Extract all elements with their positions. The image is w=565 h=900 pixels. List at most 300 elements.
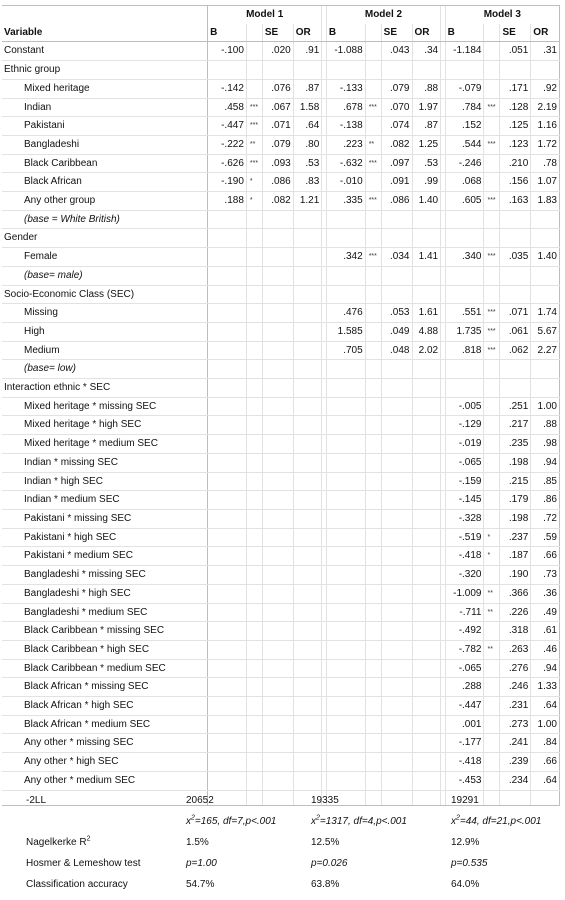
b-cell-m3: -1.009 xyxy=(445,584,484,603)
nagelkerke-label: Nagelkerke $R^2$ xyxy=(26,835,91,848)
se-cell-m3: .062 xyxy=(500,341,531,360)
sig-cell-m2 xyxy=(365,285,381,304)
sig-cell-m1 xyxy=(246,304,262,323)
b-cell-m2 xyxy=(326,659,365,678)
or-cell-m2 xyxy=(412,210,441,229)
se-cell-m1 xyxy=(262,416,293,435)
se-cell-m1 xyxy=(262,453,293,472)
b-cell-m3: -.320 xyxy=(445,566,484,585)
or-cell-m2 xyxy=(412,416,441,435)
b-cell-m1 xyxy=(208,210,247,229)
se-cell-m1 xyxy=(262,472,293,491)
or-cell-m2: 1.25 xyxy=(412,135,441,154)
b-cell-m2 xyxy=(326,472,365,491)
b-cell-m1 xyxy=(208,379,247,398)
b-cell-m3: -.145 xyxy=(445,491,484,510)
or-cell-m3: 1.00 xyxy=(531,397,560,416)
sig-cell-m2 xyxy=(365,61,381,80)
or-cell-m1 xyxy=(293,248,322,267)
row-label: Indian * missing SEC xyxy=(2,453,208,472)
or-cell-m3 xyxy=(531,61,560,80)
or-cell-m3: 1.83 xyxy=(531,192,560,211)
se-cell-m2: .043 xyxy=(381,42,412,61)
b-cell-m3: -.519 xyxy=(445,528,484,547)
sig-cell-m1 xyxy=(246,622,262,641)
b-cell-m3: -.019 xyxy=(445,435,484,454)
or-cell-m1 xyxy=(293,509,322,528)
se-cell-m2 xyxy=(381,453,412,472)
or-cell-m2 xyxy=(412,360,441,379)
sig-cell-m2 xyxy=(365,547,381,566)
b-cell-m2: .678 xyxy=(326,98,365,117)
b-cell-m1: .458 xyxy=(208,98,247,117)
or-cell-m3: .86 xyxy=(531,491,560,510)
se-cell-m3: .125 xyxy=(500,117,531,136)
row-label: Any other * missing SEC xyxy=(2,734,208,753)
se-cell-m2 xyxy=(381,678,412,697)
ll-row xyxy=(24,790,560,811)
se-header-m1: SE xyxy=(262,24,293,42)
section-label: Interaction ethnic * SEC xyxy=(2,379,208,398)
or-cell-m3: .85 xyxy=(531,472,560,491)
se-cell-m3: .071 xyxy=(500,304,531,323)
model-header-row xyxy=(2,6,560,24)
classification-value: 64.0% xyxy=(451,879,480,890)
b-header-m3: B xyxy=(445,24,484,42)
or-cell-m1: 1.21 xyxy=(293,192,322,211)
or-cell-m3 xyxy=(531,229,560,248)
or-cell-m3: .64 xyxy=(531,697,560,716)
sig-cell-m2 xyxy=(365,229,381,248)
sig-cell-m1 xyxy=(246,266,262,285)
b-cell-m2 xyxy=(326,266,365,285)
b-cell-m1 xyxy=(208,435,247,454)
se-cell-m2 xyxy=(381,622,412,641)
b-cell-m2 xyxy=(326,491,365,510)
or-cell-m1 xyxy=(293,566,322,585)
sig-cell-m3 xyxy=(484,416,500,435)
hosmer-lemeshow-value: p=0.535 xyxy=(451,858,488,869)
table-row xyxy=(2,117,560,136)
se-cell-m2 xyxy=(381,416,412,435)
table-row xyxy=(2,697,560,716)
sig-cell-m3 xyxy=(484,566,500,585)
b-cell-m3 xyxy=(445,229,484,248)
sig-cell-m2 xyxy=(365,453,381,472)
or-cell-m2 xyxy=(412,734,441,753)
sig-cell-m1 xyxy=(246,715,262,734)
table-row xyxy=(2,98,560,117)
b-cell-m3 xyxy=(445,379,484,398)
nagelkerke-row xyxy=(24,832,560,853)
or-cell-m1 xyxy=(293,379,322,398)
or-cell-m1 xyxy=(293,491,322,510)
model-3-header: Model 3 xyxy=(445,6,559,24)
or-cell-m3 xyxy=(531,379,560,398)
chi-stat: $x^2=1317$, df=4,p<.001 xyxy=(311,814,407,827)
sig-cell-m3: *** xyxy=(484,341,500,360)
or-cell-m3 xyxy=(531,266,560,285)
se-cell-m3: .190 xyxy=(500,566,531,585)
se-cell-m1 xyxy=(262,659,293,678)
b-cell-m1 xyxy=(208,603,247,622)
b-cell-m3 xyxy=(445,61,484,80)
or-header-m3: OR xyxy=(531,24,560,42)
b-cell-m3: .068 xyxy=(445,173,484,192)
se-cell-m2 xyxy=(381,640,412,659)
se-cell-m3 xyxy=(500,210,531,229)
or-cell-m3: 1.74 xyxy=(531,304,560,323)
b-cell-m3: .340 xyxy=(445,248,484,267)
or-cell-m1 xyxy=(293,210,322,229)
se-cell-m2 xyxy=(381,697,412,716)
or-cell-m2 xyxy=(412,771,441,790)
sig-cell-m2: *** xyxy=(365,248,381,267)
sig-cell-m3 xyxy=(484,266,500,285)
sig-cell-m1 xyxy=(246,42,262,61)
sig-cell-m1 xyxy=(246,397,262,416)
se-cell-m1 xyxy=(262,266,293,285)
sig-cell-m1 xyxy=(246,229,262,248)
sig-cell-m3 xyxy=(484,360,500,379)
b-cell-m3: -.177 xyxy=(445,734,484,753)
se-cell-m1 xyxy=(262,640,293,659)
or-cell-m3: .59 xyxy=(531,528,560,547)
or-cell-m2 xyxy=(412,229,441,248)
row-label: Mixed heritage * high SEC xyxy=(2,416,208,435)
or-cell-m2: .99 xyxy=(412,173,441,192)
b-cell-m2 xyxy=(326,360,365,379)
b-cell-m3: -.328 xyxy=(445,509,484,528)
b-cell-m3: -.418 xyxy=(445,547,484,566)
b-cell-m2 xyxy=(326,622,365,641)
se-header-m3: SE xyxy=(500,24,531,42)
se-cell-m3: .187 xyxy=(500,547,531,566)
b-cell-m1 xyxy=(208,753,247,772)
or-cell-m3: .31 xyxy=(531,42,560,61)
se-cell-m1 xyxy=(262,566,293,585)
b-cell-m1 xyxy=(208,697,247,716)
or-cell-m2 xyxy=(412,285,441,304)
se-cell-m3: .226 xyxy=(500,603,531,622)
se-cell-m3 xyxy=(500,61,531,80)
b-cell-m2: -.133 xyxy=(326,79,365,98)
sig-cell-m3 xyxy=(484,173,500,192)
sig-cell-m2 xyxy=(365,397,381,416)
sig-cell-m3 xyxy=(484,154,500,173)
or-cell-m3: .73 xyxy=(531,566,560,585)
or-cell-m1 xyxy=(293,603,322,622)
sig-cell-m3 xyxy=(484,509,500,528)
nagelkerke-value: 12.9% xyxy=(451,837,480,848)
or-cell-m2 xyxy=(412,435,441,454)
se-cell-m3: .231 xyxy=(500,697,531,716)
sig-cell-m2 xyxy=(365,341,381,360)
se-cell-m2 xyxy=(381,210,412,229)
se-cell-m3: .061 xyxy=(500,322,531,341)
se-cell-m1 xyxy=(262,715,293,734)
sig-cell-m3: *** xyxy=(484,304,500,323)
se-cell-m3: .276 xyxy=(500,659,531,678)
row-label: Bangladeshi * high SEC xyxy=(2,584,208,603)
or-cell-m1 xyxy=(293,266,322,285)
or-cell-m1 xyxy=(293,341,322,360)
b-cell-m2: -.632 xyxy=(326,154,365,173)
or-cell-m1 xyxy=(293,640,322,659)
section-row xyxy=(2,379,560,398)
sig-cell-m2 xyxy=(365,416,381,435)
or-cell-m1 xyxy=(293,229,322,248)
row-label: Black Caribbean * missing SEC xyxy=(2,622,208,641)
b-cell-m2 xyxy=(326,229,365,248)
b-cell-m1: -.142 xyxy=(208,79,247,98)
row-label: (base= low) xyxy=(2,360,208,379)
sig-cell-m1 xyxy=(246,603,262,622)
table-row xyxy=(2,322,560,341)
b-cell-m3: -.711 xyxy=(445,603,484,622)
se-cell-m3: .273 xyxy=(500,715,531,734)
table-row xyxy=(2,566,560,585)
b-cell-m1: -.626 xyxy=(208,154,247,173)
regression-table xyxy=(2,5,560,806)
sig-cell-m1 xyxy=(246,285,262,304)
sig-cell-m3: ** xyxy=(484,640,500,659)
classification-value: 63.8% xyxy=(311,879,340,890)
ll-value: 19291 xyxy=(451,795,479,806)
nagelkerke-value: 1.5% xyxy=(186,837,209,848)
or-cell-m1 xyxy=(293,435,322,454)
or-cell-m3: .36 xyxy=(531,584,560,603)
b-cell-m3: .001 xyxy=(445,715,484,734)
b-cell-m3: -.159 xyxy=(445,472,484,491)
or-cell-m1 xyxy=(293,397,322,416)
b-cell-m3: .605 xyxy=(445,192,484,211)
sig-cell-m1 xyxy=(246,547,262,566)
or-cell-m1 xyxy=(293,453,322,472)
b-cell-m2 xyxy=(326,210,365,229)
ll-value: 19335 xyxy=(311,795,339,806)
row-label: Missing xyxy=(2,304,208,323)
section-row xyxy=(2,285,560,304)
or-cell-m2 xyxy=(412,697,441,716)
sig-cell-m3 xyxy=(484,715,500,734)
b-cell-m1 xyxy=(208,715,247,734)
b-cell-m3: -.447 xyxy=(445,697,484,716)
sig-cell-m2 xyxy=(365,603,381,622)
sig-cell-m1: *** xyxy=(246,154,262,173)
row-label: Any other group xyxy=(2,192,208,211)
b-cell-m2 xyxy=(326,753,365,772)
sig-cell-m1 xyxy=(246,341,262,360)
se-cell-m2 xyxy=(381,566,412,585)
se-cell-m2: .091 xyxy=(381,173,412,192)
column-header-row xyxy=(2,24,560,42)
or-cell-m2 xyxy=(412,584,441,603)
table-row xyxy=(2,547,560,566)
b-header-m2: B xyxy=(326,24,365,42)
b-cell-m2: -1.088 xyxy=(326,42,365,61)
se-cell-m1: .082 xyxy=(262,192,293,211)
or-cell-m3: .64 xyxy=(531,771,560,790)
table-row xyxy=(2,640,560,659)
sig-cell-m2 xyxy=(365,566,381,585)
or-cell-m1 xyxy=(293,472,322,491)
se-cell-m1 xyxy=(262,753,293,772)
table-row xyxy=(2,753,560,772)
se-cell-m1: .079 xyxy=(262,135,293,154)
b-cell-m2 xyxy=(326,640,365,659)
se-cell-m1 xyxy=(262,341,293,360)
se-cell-m1 xyxy=(262,678,293,697)
sig-cell-m2 xyxy=(365,210,381,229)
se-cell-m2 xyxy=(381,753,412,772)
b-cell-m2 xyxy=(326,435,365,454)
table-row xyxy=(2,435,560,454)
or-cell-m2: 1.41 xyxy=(412,248,441,267)
se-cell-m2: .074 xyxy=(381,117,412,136)
se-cell-m2 xyxy=(381,379,412,398)
or-header-m1: OR xyxy=(293,24,322,42)
sig-cell-m1 xyxy=(246,416,262,435)
b-cell-m1 xyxy=(208,416,247,435)
b-cell-m1 xyxy=(208,491,247,510)
se-cell-m3: .163 xyxy=(500,192,531,211)
b-cell-m1 xyxy=(208,472,247,491)
ll-label: -2LL xyxy=(26,795,47,806)
sig-cell-m2 xyxy=(365,509,381,528)
b-cell-m2 xyxy=(326,61,365,80)
sig-cell-m1: * xyxy=(246,173,262,192)
sig-cell-m3: ** xyxy=(484,603,500,622)
or-cell-m3: .98 xyxy=(531,435,560,454)
b-cell-m1 xyxy=(208,622,247,641)
se-cell-m2 xyxy=(381,397,412,416)
classification-value: 54.7% xyxy=(186,879,215,890)
section-label: Ethnic group xyxy=(2,61,208,80)
or-cell-m1 xyxy=(293,322,322,341)
b-cell-m1: -.190 xyxy=(208,173,247,192)
se-cell-m1: .020 xyxy=(262,42,293,61)
sig-cell-m2: *** xyxy=(365,192,381,211)
b-cell-m1 xyxy=(208,229,247,248)
or-cell-m1: .80 xyxy=(293,135,322,154)
se-cell-m1 xyxy=(262,304,293,323)
sig-cell-m1 xyxy=(246,697,262,716)
table-row xyxy=(2,173,560,192)
or-cell-m1: .64 xyxy=(293,117,322,136)
se-cell-m3: .234 xyxy=(500,771,531,790)
se-cell-m3: .171 xyxy=(500,79,531,98)
b-cell-m2 xyxy=(326,678,365,697)
se-cell-m1 xyxy=(262,435,293,454)
or-cell-m2 xyxy=(412,659,441,678)
se-cell-m3: .251 xyxy=(500,397,531,416)
se-cell-m2: .086 xyxy=(381,192,412,211)
sig-cell-m2 xyxy=(365,753,381,772)
sig-cell-m3 xyxy=(484,659,500,678)
se-cell-m3: .217 xyxy=(500,416,531,435)
b-cell-m3 xyxy=(445,266,484,285)
model-fit-table xyxy=(24,790,560,895)
or-cell-m1 xyxy=(293,360,322,379)
or-cell-m1 xyxy=(293,547,322,566)
se-cell-m2 xyxy=(381,771,412,790)
or-cell-m2 xyxy=(412,472,441,491)
se-cell-m2 xyxy=(381,266,412,285)
b-cell-m1 xyxy=(208,734,247,753)
se-cell-m1 xyxy=(262,248,293,267)
se-cell-m1: .076 xyxy=(262,79,293,98)
sig-cell-m2: ** xyxy=(365,135,381,154)
se-cell-m2: .082 xyxy=(381,135,412,154)
variable-header: Variable xyxy=(2,24,208,42)
row-label: Pakistani * high SEC xyxy=(2,528,208,547)
sig-cell-m1: *** xyxy=(246,98,262,117)
b-cell-m1: .188 xyxy=(208,192,247,211)
section-row xyxy=(2,229,560,248)
sig-cell-m3 xyxy=(484,117,500,136)
b-cell-m3: -.129 xyxy=(445,416,484,435)
sig-cell-m3 xyxy=(484,753,500,772)
or-cell-m3: .94 xyxy=(531,659,560,678)
se-cell-m1 xyxy=(262,509,293,528)
sig-cell-m2 xyxy=(365,173,381,192)
se-cell-m1: .086 xyxy=(262,173,293,192)
b-cell-m2: .705 xyxy=(326,341,365,360)
b-cell-m2: .476 xyxy=(326,304,365,323)
table-row xyxy=(2,397,560,416)
b-cell-m3 xyxy=(445,285,484,304)
or-cell-m2 xyxy=(412,603,441,622)
sig-cell-m1 xyxy=(246,734,262,753)
b-cell-m2: -.010 xyxy=(326,173,365,192)
or-cell-m3: .94 xyxy=(531,453,560,472)
sig-cell-m1 xyxy=(246,322,262,341)
or-cell-m1 xyxy=(293,678,322,697)
se-cell-m2 xyxy=(381,285,412,304)
table-row xyxy=(2,341,560,360)
b-cell-m2 xyxy=(326,566,365,585)
b-cell-m2 xyxy=(326,379,365,398)
or-cell-m2: 4.88 xyxy=(412,322,441,341)
sig-cell-m1 xyxy=(246,753,262,772)
sig-cell-m1 xyxy=(246,435,262,454)
row-label: Female xyxy=(2,248,208,267)
sig-cell-m3 xyxy=(484,734,500,753)
or-cell-m1: .83 xyxy=(293,173,322,192)
or-cell-m3 xyxy=(531,285,560,304)
se-cell-m1 xyxy=(262,622,293,641)
or-cell-m3: .46 xyxy=(531,640,560,659)
b-cell-m3: -.079 xyxy=(445,79,484,98)
row-label: Any other * high SEC xyxy=(2,753,208,772)
se-cell-m2 xyxy=(381,472,412,491)
sig-cell-m2 xyxy=(365,715,381,734)
table-row xyxy=(2,528,560,547)
b-header-m1: B xyxy=(208,24,247,42)
se-cell-m3: .237 xyxy=(500,528,531,547)
or-cell-m1 xyxy=(293,753,322,772)
sig-cell-m2 xyxy=(365,435,381,454)
sig-cell-m1 xyxy=(246,640,262,659)
b-cell-m1 xyxy=(208,528,247,547)
b-cell-m1 xyxy=(208,509,247,528)
or-cell-m3: .88 xyxy=(531,416,560,435)
b-cell-m2: .342 xyxy=(326,248,365,267)
or-header-m2: OR xyxy=(412,24,441,42)
or-cell-m1 xyxy=(293,285,322,304)
se-cell-m2: .070 xyxy=(381,98,412,117)
